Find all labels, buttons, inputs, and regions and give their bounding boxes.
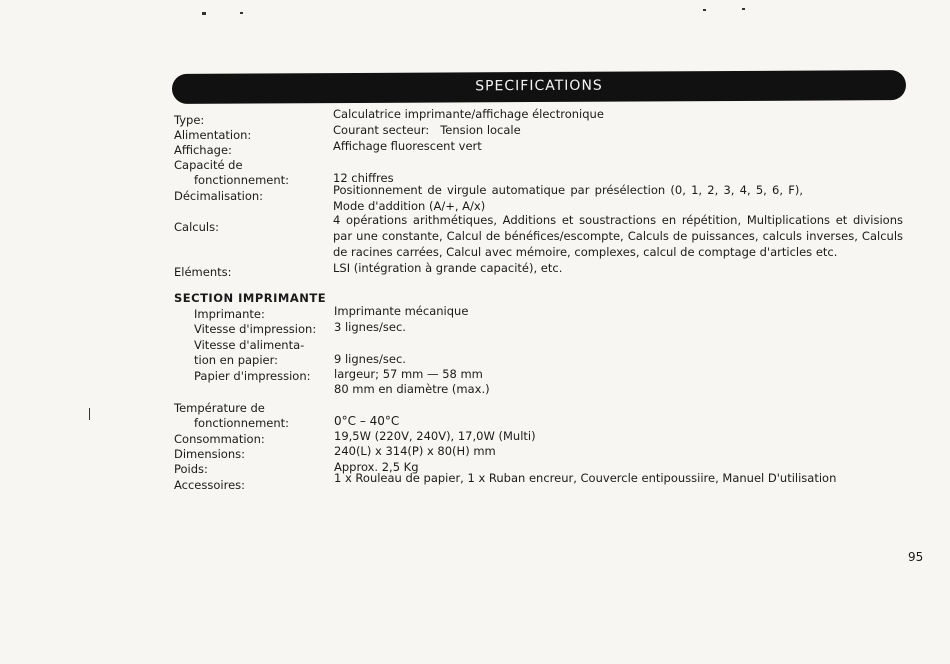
papier-label: Papier d'impression: [194, 369, 311, 383]
speck [240, 12, 243, 14]
imprimante-label: Imprimante: [194, 307, 265, 321]
alimentation-value: Courant secteur: Tension locale [333, 123, 521, 137]
speck [742, 8, 745, 10]
decimalisation-value-line2: Mode d'addition (A/+, A/x) [333, 199, 486, 213]
temperature-value: 0°C – 40°C [334, 414, 400, 428]
speck [703, 9, 706, 11]
consommation-label: Consommation: [174, 432, 265, 446]
page-number: 95 [908, 550, 924, 564]
capacite-label-line1: Capacité de [174, 158, 243, 172]
papier-value-line2: 80 mm en diamètre (max.) [334, 382, 490, 396]
affichage-label: Affichage: [174, 143, 232, 157]
vitesse-impression-label: Vitesse d'impression: [194, 322, 317, 336]
speck [89, 408, 90, 420]
title-banner [172, 70, 906, 104]
consommation-value: 19,5W (220V, 240V), 17,0W (Multi) [334, 429, 536, 443]
vitesse-impression-value: 3 lignes/sec. [334, 320, 406, 334]
accessoires-label: Accessoires: [174, 478, 246, 492]
papier-value-line1: largeur; 57 mm — 58 mm [334, 367, 483, 381]
temperature-label-line1: Température de [174, 401, 265, 415]
decimalisation-value-line1: Positionnement de virgule automatique par présélection (0, 1, 2, 3, 4, 5, 6, F), [333, 183, 803, 197]
capacite-label-line2: fonctionnement: [194, 173, 290, 187]
decimalisation-label: Décimalisation: [174, 189, 264, 203]
elements-value: LSI (intégration à grande capacité), etc. [333, 261, 563, 275]
dimensions-value: 240(L) x 314(P) x 80(H) mm [334, 444, 496, 458]
type-label: Type: [174, 113, 205, 127]
temperature-label-line2: fonctionnement: [194, 416, 290, 430]
accessoires-value: 1 x Rouleau de papier, 1 x Ruban encreur, Couvercle entipoussiire, Manuel D'utilisation [334, 471, 837, 485]
dimensions-label: Dimensions: [174, 447, 245, 461]
page-title: SPECIFICATIONS [475, 77, 603, 95]
poids-label: Poids: [174, 462, 208, 476]
calculs-label: Calculs: [174, 220, 219, 234]
capacite-value: 12 chiffres [333, 171, 394, 185]
affichage-value: Affichage fluorescent vert [333, 139, 482, 153]
imprimante-value: Imprimante mécanique [334, 304, 469, 318]
calculs-value: 4 opérations arithmétiques, Additions et soustractions en répétition, Multiplications et divisions par une constante, Calcul de bénéfices/escompte, Calculs de puissances, calculs inverses, Calculs de racines carrées, Calcul avec mémoire, complexes, calcul de comptage d'articles etc. [333, 213, 903, 259]
vitesse-alimentation-value: 9 lignes/sec. [334, 352, 406, 366]
section-imprimante-heading: SECTION IMPRIMANTE [174, 291, 327, 305]
type-value: Calculatrice imprimante/affichage électronique [333, 107, 604, 121]
poids-value: Approx. 2,5 Kg [334, 460, 419, 474]
vitesse-alimentation-label-line2: tion en papier: [194, 353, 279, 367]
elements-label: Eléments: [174, 265, 232, 279]
vitesse-alimentation-label-line1: Vitesse d'alimenta- [194, 338, 305, 352]
speck [202, 12, 206, 15]
alimentation-label: Alimentation: [174, 128, 252, 142]
